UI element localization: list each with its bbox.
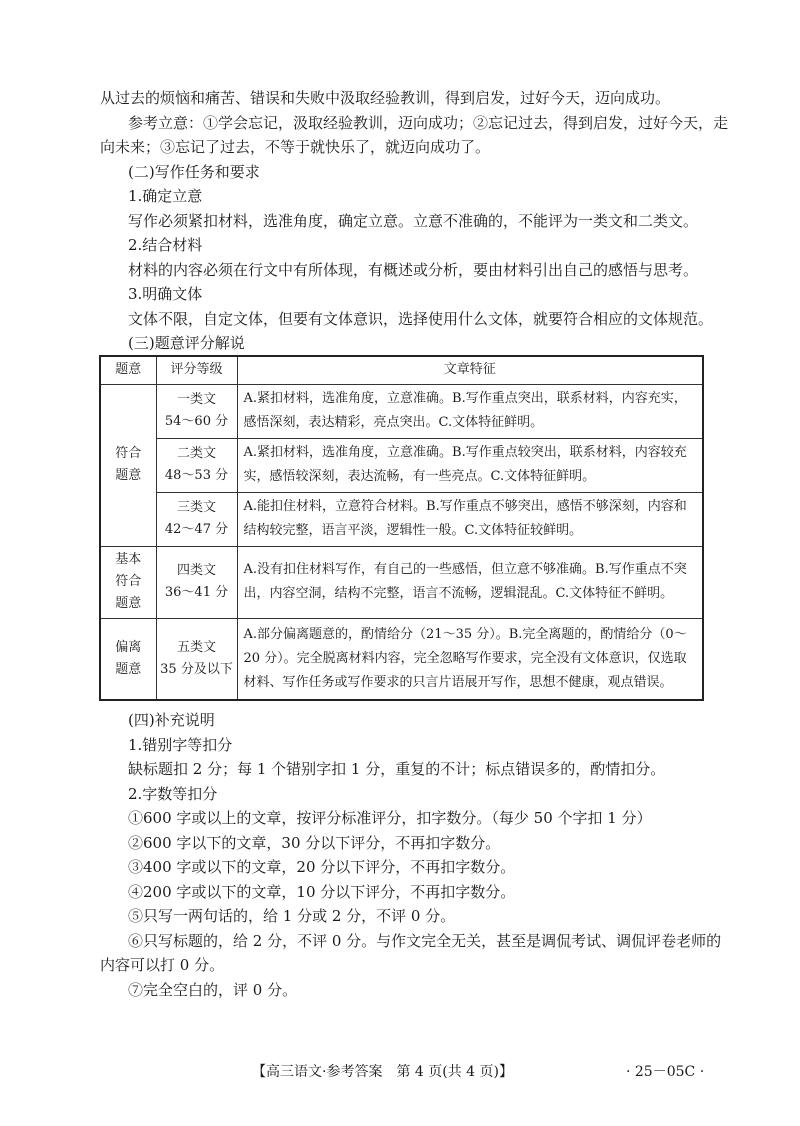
rule-item: ⑤只写一两句话的，给 1 分或 2 分，不评 0 分。	[128, 907, 456, 925]
rule-item: ④200 字或以下的文章，10 分以下评分，不再扣字数分。	[128, 883, 516, 901]
feature-text: A.部分偏离题意的，酌情给分（21～35 分）。B.完全离题的，酌情给分（0～20 分）。完全脱离材料内容，完全忽略写作要求，完全没有文体意识，仅选取材料、写作任务或写作要求的只言片语展开写作，思想不健康，观点错误。	[237, 618, 703, 700]
item-title: 1.错别字等扣分	[128, 736, 233, 754]
section-heading: (四)补充说明	[128, 711, 215, 729]
meaning-category: 基本 符合 题意	[100, 546, 156, 618]
table-row	[100, 492, 703, 546]
intro-line: 从过去的烦恼和痛苦、错误和失败中汲取经验教训，得到启发，过好今天，迈向成功。	[100, 89, 671, 107]
page-footer: 【高三语文·参考答案 第 4 页(共 4 页)】	[252, 1064, 513, 1080]
item-title: 2.结合材料	[128, 236, 203, 254]
grade-level: 四类文 36～41 分	[156, 546, 237, 618]
item-text: 写作必须紧扣材料，选准角度，确定立意。立意不准确的，不能评为一类文和二类文。	[128, 212, 699, 230]
table-header-cell: 评分等级	[156, 356, 237, 384]
rule-item: ②600 字以下的文章，30 分以下评分，不再扣字数分。	[128, 834, 501, 852]
rule-item: 内容可以打 0 分。	[100, 956, 225, 974]
grade-level: 一类文 54～60 分	[156, 384, 237, 438]
table-header-cell: 文章特征	[237, 356, 703, 384]
section-heading: (二)写作任务和要求	[128, 163, 260, 181]
item-text: 材料的内容必须在行文中有所体现，有概述或分析，要由材料引出自己的感悟与思考。	[128, 261, 699, 279]
grading-table	[99, 355, 704, 701]
item-text: 缺标题扣 2 分；每 1 个错别字扣 1 分，重复的不计；标点错误多的，酌情扣分。	[128, 760, 666, 778]
feature-text: A.紧扣材料，选准角度，立意准确。B.写作重点突出，联系材料，内容充实，感悟深刻，表达精彩，亮点突出。C.文体特征鲜明。	[237, 384, 703, 438]
meaning-category: 偏离 题意	[100, 618, 156, 700]
rule-item: ⑥只写标题的，给 2 分，不评 0 分。与作文完全无关，甚至是调侃考试、调侃评卷老师的	[128, 932, 722, 950]
feature-text: A.没有扣住材料写作，有自己的一些感悟，但立意不够准确。B.写作重点不突出，内容空洞，结构不完整，语言不流畅，逻辑混乱。C.文体特征不鲜明。	[237, 546, 703, 618]
table-row	[100, 618, 703, 700]
table-header-cell: 题意	[100, 356, 156, 384]
grade-level: 五类文 35 分及以下	[156, 618, 237, 700]
table-row	[100, 384, 703, 438]
item-title: 1.确定立意	[128, 187, 203, 205]
reference-idea-line: 向未来；③忘记了过去，不等于就快乐了，就迈向成功了。	[100, 138, 491, 156]
item-title: 2.字数等扣分	[128, 785, 218, 803]
grade-level: 二类文 48～53 分	[156, 438, 237, 492]
section-heading: (三)题意评分解说	[128, 334, 245, 352]
item-text: 文体不限，自定文体，但要有文体意识，选择使用什么文体，就要符合相应的文体规范。	[128, 310, 714, 328]
reference-idea-line: 参考立意：①学会忘记，汲取经验教训，迈向成功；②忘记过去，得到启发，过好今天，走	[128, 114, 729, 132]
grade-level: 三类文 42～47 分	[156, 492, 237, 546]
feature-text: A.紧扣材料，选准角度，立意准确。B.写作重点较突出，联系材料，内容较充实，感悟较深刻，表达流畅，有一些亮点。C.文体特征鲜明。	[237, 438, 703, 492]
table-header-row	[100, 356, 703, 384]
rule-item: ③400 字或以下的文章，20 分以下评分，不再扣字数分。	[128, 858, 516, 876]
feature-text: A.能扣住材料，立意符合材料。B.写作重点不够突出，感悟不够深刻，内容和结构较完整，语言平淡，逻辑性一般。C.文体特征较鲜明。	[237, 492, 703, 546]
table-row	[100, 438, 703, 492]
table-row	[100, 546, 703, 618]
rule-item: ⑦完全空白的，评 0 分。	[128, 981, 298, 999]
meaning-category: 符合 题意	[100, 384, 156, 546]
item-title: 3.明确文体	[128, 285, 203, 303]
document-code: · 25－05C ·	[626, 1064, 705, 1080]
rule-item: ①600 字或以上的文章，按评分标准评分，扣字数分。（每少 50 个字扣 1 分）	[128, 809, 652, 827]
